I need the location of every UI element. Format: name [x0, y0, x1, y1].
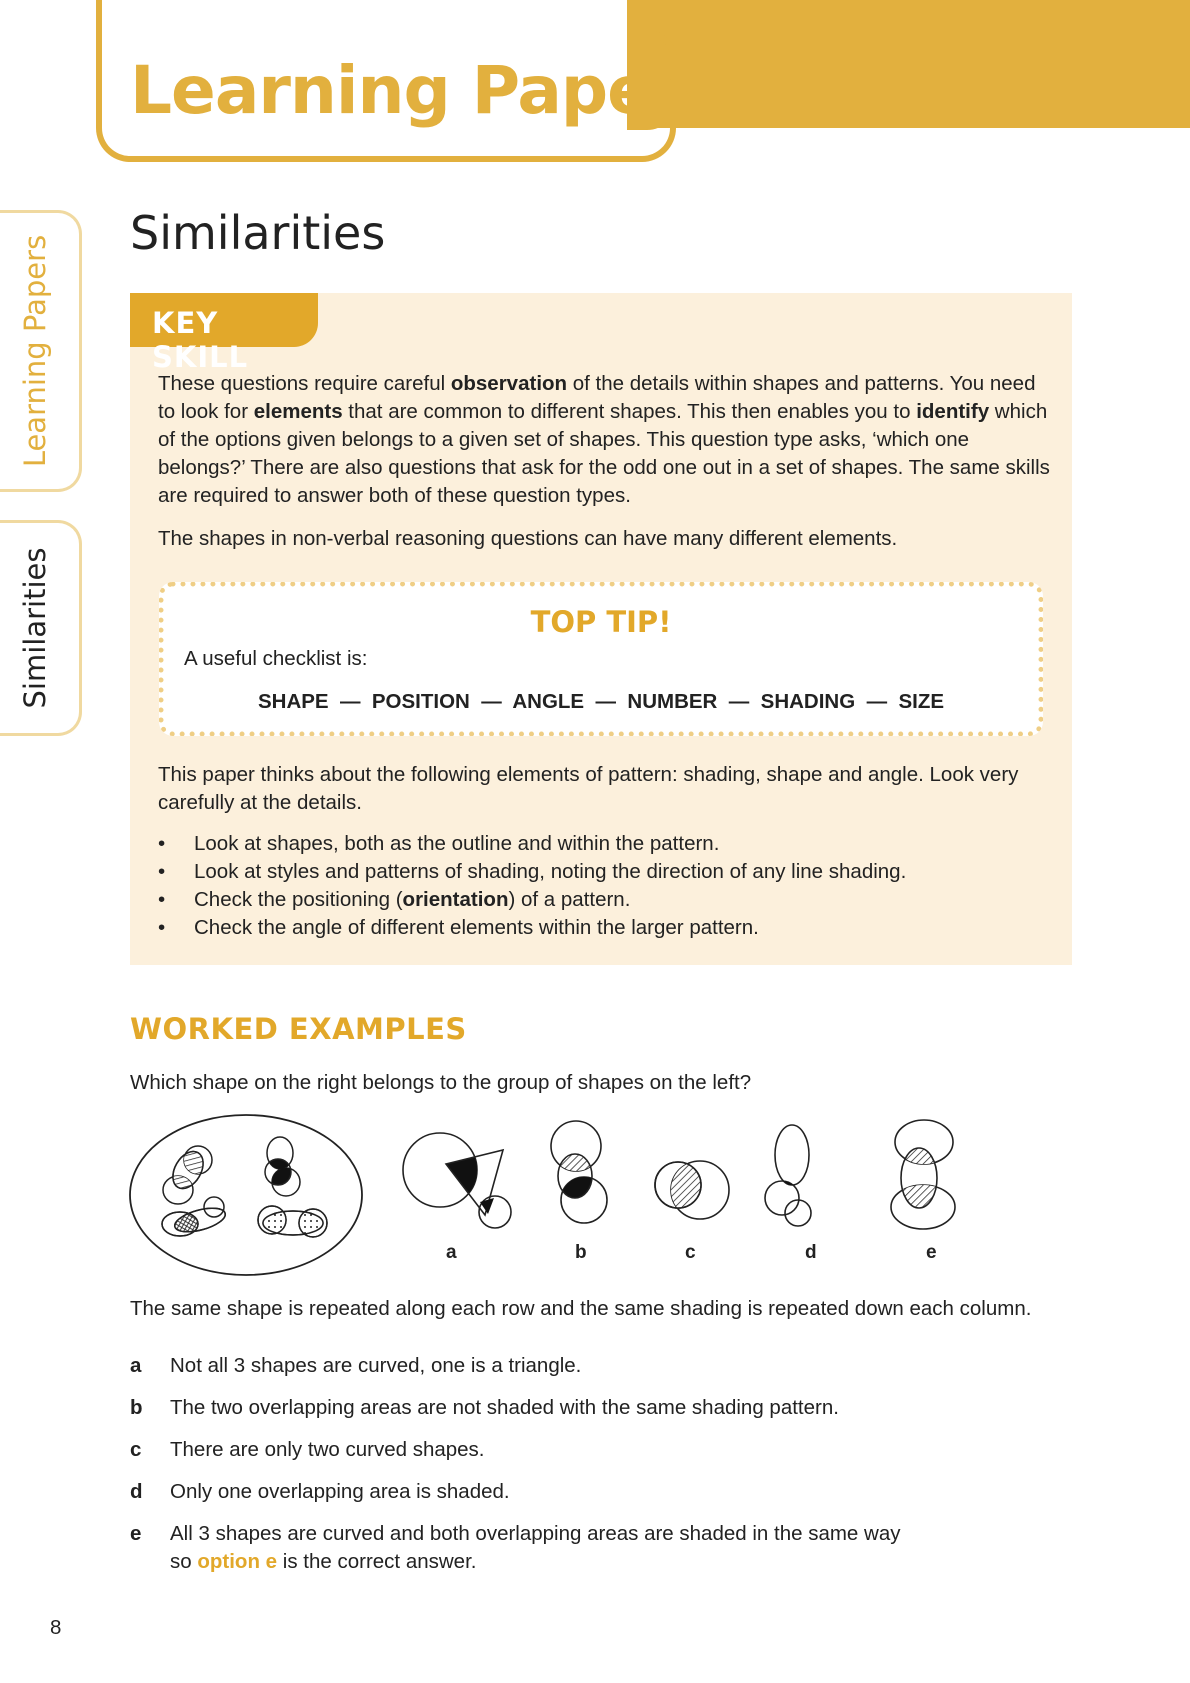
- worked-summary: The same shape is repeated along each row and the same shading is repeated down each column.: [130, 1297, 1032, 1320]
- top-tip-title: TOP TIP!: [530, 605, 672, 639]
- option-label: d: [805, 1242, 817, 1263]
- side-tab-learning-papers[interactable]: [0, 210, 82, 492]
- key-skill-paragraph-3: This paper thinks about the following elements of pattern: shading, shape and angle. Look very carefully at the details.: [158, 763, 1019, 814]
- option-c-shape[interactable]: [655, 1161, 729, 1219]
- page-title: Similarities: [130, 206, 386, 260]
- page-number: 8: [50, 1616, 62, 1639]
- key-skill-label: KEY SKILL: [130, 293, 318, 347]
- option-label: b: [575, 1242, 587, 1263]
- key-skill-paragraph-2: The shapes in non-verbal reasoning questions can have many different elements.: [158, 527, 898, 550]
- group-oval: [130, 1115, 362, 1275]
- side-tab-similarities[interactable]: [0, 520, 82, 736]
- shapes-figure: [128, 1110, 988, 1280]
- bullet-item: • Look at styles and patterns of shading, noting the direction of any line shading.: [158, 858, 1058, 886]
- key-skill-paragraph-1: These questions require careful observation of the details within shapes and patterns. You need to look for elements that are common to different shapes. This then enables you to identify which of the options given belongs to a given set of shapes. This question type asks, ‘which one belongs?’ There are also questions that ask for the odd one out in a set of shapes. The same skills are required to answer both of these question types.: [158, 372, 1050, 507]
- option-label: c: [685, 1242, 696, 1263]
- side-tab-label: Learning Papers: [17, 234, 52, 468]
- option-b-shape[interactable]: [551, 1121, 607, 1223]
- key-skill-bullet-list: [158, 830, 1058, 942]
- answer-row-b: b The two overlapping areas are not shaded with the same shading pattern.: [130, 1396, 839, 1419]
- option-label: a: [446, 1242, 457, 1263]
- correct-answer-highlight: option e: [197, 1550, 278, 1573]
- bullet-item: • Check the angle of different elements within the larger pattern.: [158, 914, 1058, 942]
- option-e-shape[interactable]: [891, 1120, 955, 1229]
- option-d-shape[interactable]: [765, 1125, 811, 1226]
- answer-row-d: d Only one overlapping area is shaded.: [130, 1480, 510, 1503]
- bullet-item: • Look at shapes, both as the outline and within the pattern.: [158, 830, 1058, 858]
- top-tip-checklist: SHAPE — POSITION — ANGLE — NUMBER — SHADING — SIZE: [257, 690, 945, 713]
- answer-row-c: c There are only two curved shapes.: [130, 1438, 485, 1461]
- bullet-item: • Check the positioning (orientation) of a pattern.: [158, 886, 1058, 914]
- option-label: e: [926, 1242, 937, 1263]
- worked-question: Which shape on the right belongs to the group of shapes on the left?: [130, 1071, 752, 1094]
- header-title: Learning Papers: [130, 52, 721, 129]
- top-tip-text: A useful checklist is:: [184, 647, 368, 670]
- answer-row-e: e All 3 shapes are curved and both overlapping areas are shaded in the same way so option e is the correct answer.: [130, 1522, 901, 1573]
- side-tab-label: Similarities: [17, 547, 52, 709]
- worked-examples-title: WORKED EXAMPLES: [130, 1012, 467, 1046]
- option-a-shape[interactable]: [403, 1133, 511, 1228]
- answer-row-a: a Not all 3 shapes are curved, one is a triangle.: [130, 1354, 582, 1377]
